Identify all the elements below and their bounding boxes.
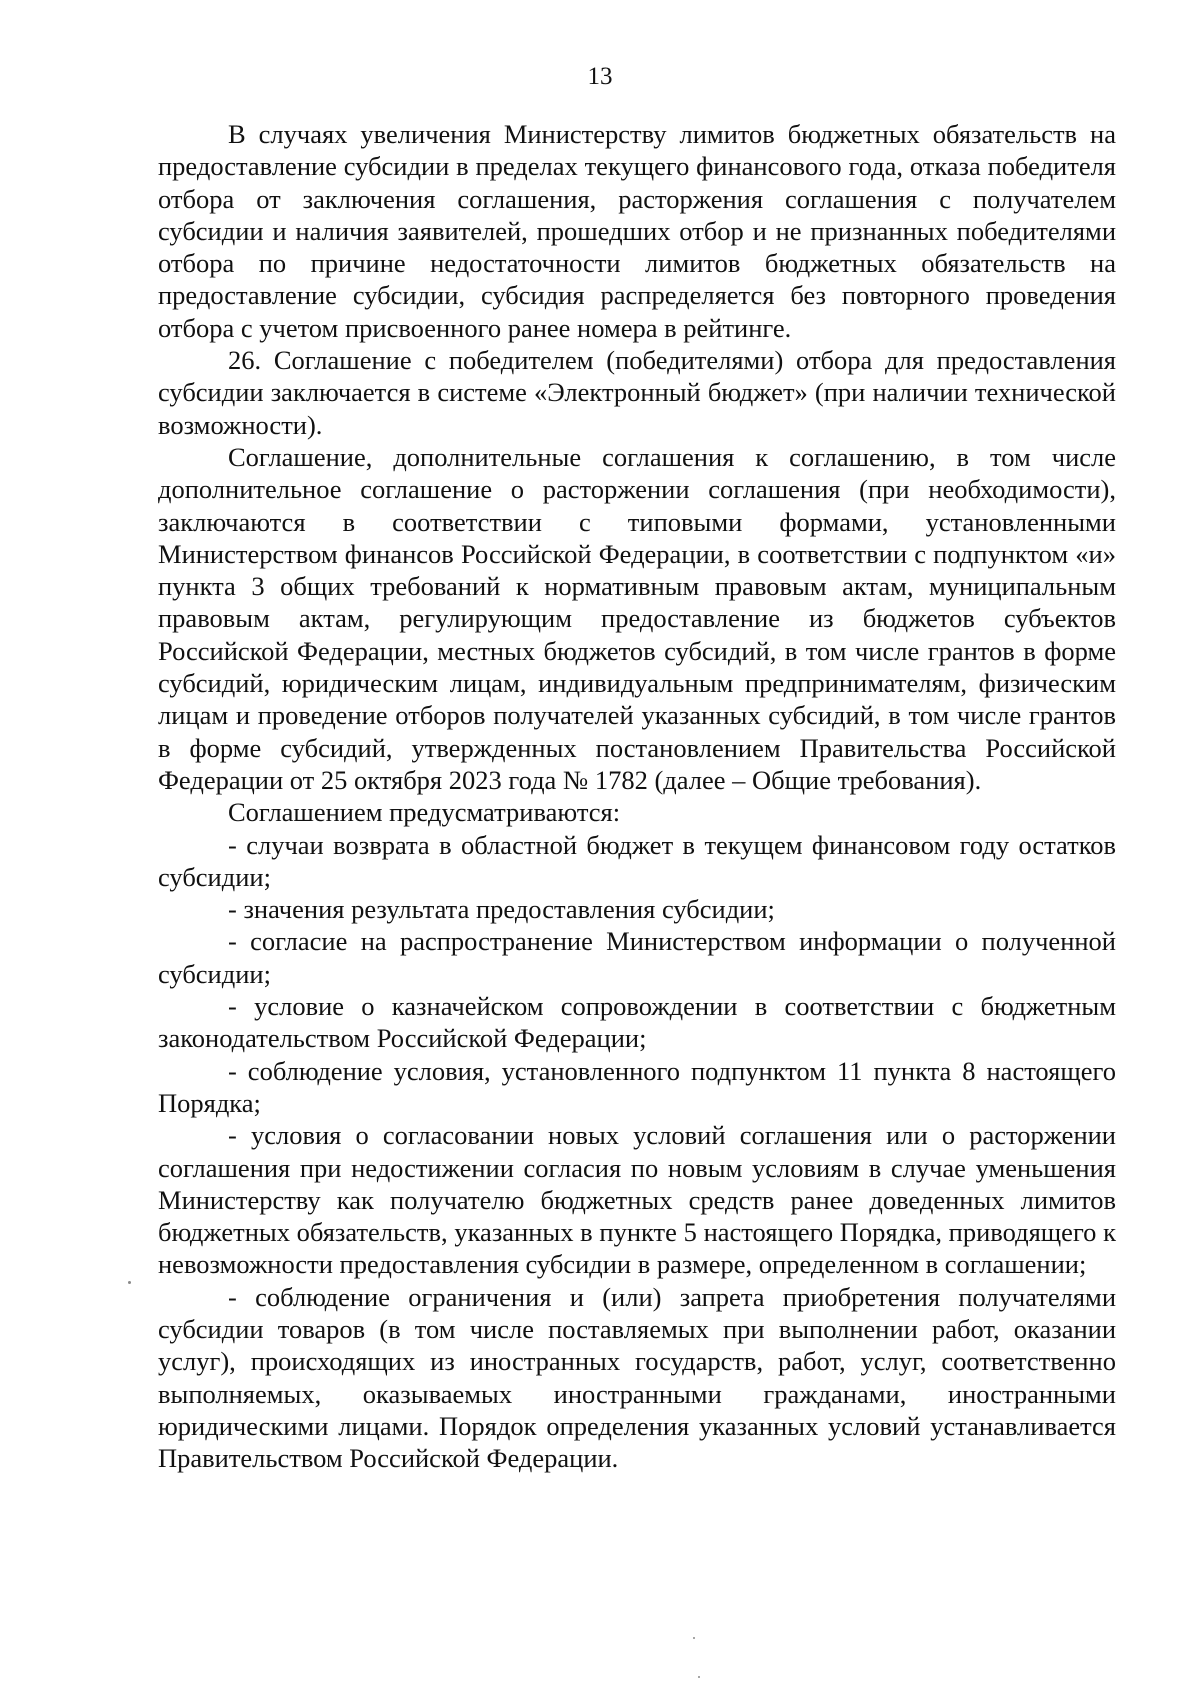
list-item-new-conditions: - условия о согласовании новых условий соглашения или о расторжении соглашения при недостижении согласия по новым условиям в случае уменьшения Министерству как получателю бюджетных средств ранее доведенных лимитов бюджетных обязательств, указанных в пункте 5 настоящего Порядка, приводящего к невозможности предоставления субсидии в размере, определенном в соглашении; <box>158 1120 1116 1280</box>
scan-speck <box>128 1281 131 1284</box>
list-item-condition-compliance: - соблюдение условия, установленного подпунктом 11 пункта 8 настоящего Порядка; <box>158 1055 1116 1118</box>
paragraph-limits-increase: В случаях увеличения Министерству лимитов бюджетных обязательств на предоставление субсидии в пределах текущего финансового года, отказа победителя отбора от заключения соглашения, расторжения соглашения с получателем субсидии и наличия заявителей, прошедших отбор и не признанных победителями отбора по причине недостаточности лимитов бюджетных обязательств на предоставление субсидии, субсидия распределяется без повторного проведения отбора с учетом присвоенного ранее номера в рейтинге. <box>158 119 1116 343</box>
list-item-consent-publication: - согласие на распространение Министерством информации о полученной субсидии; <box>158 926 1116 989</box>
document-body <box>158 118 1116 1474</box>
scan-speck <box>698 1676 700 1678</box>
page-number: 13 <box>587 63 613 90</box>
list-item-foreign-goods-restriction: - соблюдение ограничения и (или) запрета приобретения получателями субсидии товаров (в том числе поставляемых при выполнении работ, оказании услуг), происходящих из иностранных государств, работ, услуг, соответственно выполняемых, оказываемых иностранными гражданами, иностранными юридическими лицами. Порядок определения указанных условий устанавливается Правительством Российской Федерации. <box>158 1281 1116 1474</box>
paragraph-agreement-forms: Соглашение, дополнительные соглашения к соглашению, в том числе дополнительное соглашение о расторжении соглашения (при необходимости), заключаются в соответствии с типовыми формами, установленными Министерством финансов Российской Федерации, в соответствии с подпунктом «и» пункта 3 общих требований к нормативным правовым актам, муниципальным правовым актам, регулирующим предоставление из бюджетов субъектов Российской Федерации, местных бюджетов субсидий, в том числе грантов в форме субсидий, юридическим лицам, индивидуальным предпринимателям, физическим лицам и проведение отборов получателей указанных субсидий, в том числе грантов в форме субсидий, утвержденных постановлением Правительства Российской Федерации от 25 октября 2023 года № 1782 (далее – Общие требования). <box>158 441 1116 795</box>
list-item-treasury-support: - условие о казначейском сопровождении в соответствии с бюджетным законодательством Российской Федерации; <box>158 991 1116 1054</box>
list-item-result-values: - значения результата предоставления субсидии; <box>228 894 775 925</box>
list-item-return-cases: - случаи возврата в областной бюджет в текущем финансовом году остатков субсидии; <box>158 829 1116 892</box>
scan-speck <box>693 1637 695 1639</box>
paragraph-agreement-provides: Соглашением предусматриваются: <box>228 797 621 828</box>
paragraph-item-26: 26. Соглашение с победителем (победителями) отбора для предоставления субсидии заключается в системе «Электронный бюджет» (при наличии технической возможности). <box>158 345 1116 440</box>
